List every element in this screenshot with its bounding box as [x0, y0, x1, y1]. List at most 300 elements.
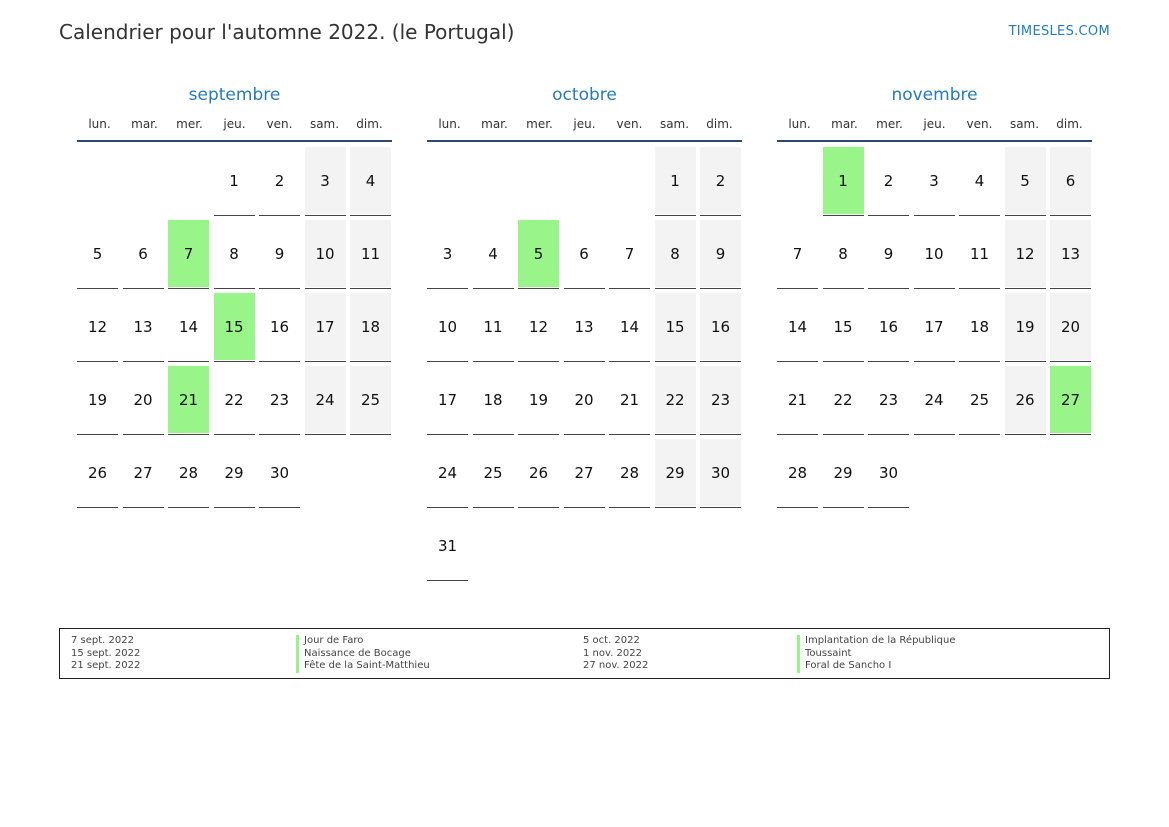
day-underline — [123, 288, 164, 289]
day-underline — [609, 507, 650, 508]
legend-names-left — [296, 635, 430, 673]
day-cell — [564, 293, 605, 360]
weekday-label: dim. — [706, 117, 733, 131]
day-underline — [959, 434, 1000, 435]
day-cell — [1050, 147, 1091, 214]
day-underline — [214, 288, 255, 289]
day-underline — [168, 434, 209, 435]
month-title: novembre — [891, 85, 978, 105]
day-number: 14 — [787, 318, 808, 336]
day-number: 10 — [924, 245, 944, 263]
day-cell — [350, 220, 391, 287]
weekday-label: mer. — [526, 117, 553, 131]
day-underline — [823, 507, 864, 508]
day-cell — [868, 293, 909, 360]
day-underline — [214, 507, 255, 508]
brand-link[interactable]: TIMESLES.COM — [1008, 24, 1110, 39]
header-divider — [77, 140, 392, 142]
day-number: 22 — [665, 391, 685, 409]
day-number: 29 — [833, 464, 853, 482]
day-underline — [1005, 288, 1046, 289]
day-cell — [609, 220, 650, 287]
day-underline — [518, 507, 559, 508]
weekday-label: jeu. — [223, 117, 246, 131]
day-number: 13 — [574, 318, 594, 336]
day-number: 19 — [528, 391, 549, 409]
day-underline — [914, 361, 955, 362]
day-underline — [305, 288, 346, 289]
day-cell — [427, 512, 468, 579]
day-number: 2 — [715, 172, 726, 190]
day-underline — [518, 434, 559, 435]
day-number: 7 — [183, 245, 194, 263]
legend-date: 21 sept. 2022 — [71, 660, 141, 671]
month-november — [777, 84, 1092, 482]
day-underline — [77, 288, 118, 289]
day-underline — [700, 507, 741, 508]
day-number: 21 — [619, 391, 640, 409]
day-cell — [655, 293, 696, 360]
day-number: 17 — [315, 318, 335, 336]
weekday-label: mar. — [481, 117, 508, 131]
day-underline — [214, 361, 255, 362]
day-cell — [77, 293, 118, 360]
day-cell — [427, 293, 468, 360]
day-underline — [959, 361, 1000, 362]
day-number: 8 — [229, 245, 239, 263]
day-underline — [823, 288, 864, 289]
day-number: 20 — [574, 391, 594, 409]
day-number: 13 — [133, 318, 153, 336]
day-underline — [518, 288, 559, 289]
day-cell — [168, 439, 209, 506]
day-cell — [305, 366, 346, 433]
day-cell — [1005, 147, 1046, 214]
day-underline — [868, 507, 909, 508]
holiday-day-cell — [823, 147, 864, 214]
holiday-day-cell — [214, 293, 255, 360]
day-underline — [259, 288, 300, 289]
day-number: 28 — [619, 464, 640, 482]
day-number: 9 — [274, 245, 285, 263]
day-number: 30 — [878, 464, 899, 482]
legend-names-right — [797, 635, 956, 673]
day-underline — [777, 434, 818, 435]
day-underline — [777, 288, 818, 289]
day-underline — [305, 215, 346, 216]
month-title: octobre — [552, 85, 617, 105]
day-number: 18 — [483, 391, 503, 409]
day-underline — [305, 434, 346, 435]
day-number: 12 — [1015, 245, 1035, 263]
day-underline — [214, 434, 255, 435]
day-cell — [1005, 220, 1046, 287]
day-cell — [123, 293, 164, 360]
day-underline — [914, 215, 955, 216]
day-number: 14 — [619, 318, 640, 336]
weekday-label: lun. — [438, 117, 461, 131]
day-underline — [259, 361, 300, 362]
day-number: 26 — [87, 464, 108, 482]
day-cell — [609, 439, 650, 506]
holiday-day-cell — [518, 220, 559, 287]
day-number: 3 — [929, 172, 939, 190]
day-number: 2 — [883, 172, 894, 190]
legend-date: 27 nov. 2022 — [583, 660, 649, 671]
day-underline — [868, 215, 909, 216]
day-number: 25 — [969, 391, 990, 409]
month-october — [427, 84, 742, 555]
day-number: 1 — [670, 172, 680, 190]
day-cell — [427, 366, 468, 433]
day-underline — [427, 288, 468, 289]
day-number: 30 — [710, 464, 731, 482]
weekday-header — [777, 116, 1092, 132]
day-underline — [823, 434, 864, 435]
legend-holiday-name: Foral de Sancho I — [797, 660, 956, 673]
day-number: 21 — [178, 391, 199, 409]
day-cell — [777, 439, 818, 506]
day-underline — [609, 361, 650, 362]
day-number: 8 — [670, 245, 680, 263]
day-number: 4 — [974, 172, 985, 190]
day-underline — [168, 361, 209, 362]
day-underline — [259, 215, 300, 216]
day-cell — [518, 293, 559, 360]
day-cell — [305, 147, 346, 214]
day-number: 25 — [483, 464, 503, 482]
day-number: 11 — [969, 245, 990, 263]
day-cell — [655, 439, 696, 506]
day-underline — [655, 215, 696, 216]
day-underline — [123, 434, 164, 435]
day-underline — [868, 288, 909, 289]
weekday-label: ven. — [266, 117, 293, 131]
day-number: 24 — [315, 391, 335, 409]
day-number: 22 — [833, 391, 853, 409]
holiday-legend — [59, 628, 1110, 679]
day-underline — [609, 288, 650, 289]
weekday-label: ven. — [616, 117, 643, 131]
legend-holiday-name: Naissance de Bocage — [296, 648, 430, 661]
day-cell — [1005, 366, 1046, 433]
day-underline — [609, 434, 650, 435]
day-underline — [1005, 215, 1046, 216]
day-underline — [123, 361, 164, 362]
day-cell — [655, 220, 696, 287]
day-underline — [564, 434, 605, 435]
header-divider — [427, 140, 742, 142]
day-cell — [305, 293, 346, 360]
day-cell — [868, 366, 909, 433]
day-cell — [214, 439, 255, 506]
day-number: 1 — [838, 172, 848, 190]
weekday-label: sam. — [1009, 117, 1040, 131]
day-number: 6 — [579, 245, 589, 263]
day-underline — [823, 361, 864, 362]
day-number: 4 — [488, 245, 498, 263]
day-underline — [1005, 361, 1046, 362]
day-cell — [564, 366, 605, 433]
day-cell — [564, 220, 605, 287]
day-number: 3 — [320, 172, 330, 190]
holiday-day-cell — [1050, 366, 1091, 433]
legend-holiday-name: Implantation de la République — [797, 635, 956, 648]
day-underline — [427, 507, 468, 508]
day-cell — [259, 439, 300, 506]
day-number: 6 — [138, 245, 148, 263]
day-underline — [655, 507, 696, 508]
day-cell — [259, 366, 300, 433]
day-underline — [77, 434, 118, 435]
day-cell — [959, 366, 1000, 433]
day-underline — [1050, 434, 1091, 435]
holiday-day-cell — [168, 220, 209, 287]
weekday-label: mar. — [131, 117, 158, 131]
day-underline — [168, 507, 209, 508]
day-cell — [350, 366, 391, 433]
day-number: 26 — [1015, 391, 1035, 409]
day-cell — [350, 293, 391, 360]
day-number: 15 — [224, 318, 244, 336]
day-cell — [914, 147, 955, 214]
day-cell — [655, 147, 696, 214]
day-cell — [777, 293, 818, 360]
day-underline — [350, 288, 391, 289]
legend-holiday-name: Fête de la Saint-Matthieu — [296, 660, 430, 673]
day-number: 9 — [715, 245, 726, 263]
day-underline — [868, 361, 909, 362]
day-number: 13 — [1060, 245, 1081, 263]
day-cell — [609, 366, 650, 433]
day-cell — [473, 293, 514, 360]
day-number: 7 — [624, 245, 635, 263]
day-number: 5 — [92, 245, 103, 263]
day-cell — [564, 439, 605, 506]
day-underline — [564, 288, 605, 289]
day-number: 8 — [838, 245, 848, 263]
day-cell — [518, 366, 559, 433]
day-cell — [77, 220, 118, 287]
day-cell — [77, 439, 118, 506]
day-number: 5 — [1020, 172, 1030, 190]
day-cell — [427, 439, 468, 506]
day-cell — [700, 439, 741, 506]
legend-dates-left — [71, 635, 140, 673]
holiday-day-cell — [168, 366, 209, 433]
legend-holiday-name: Toussaint — [797, 648, 956, 661]
day-cell — [777, 220, 818, 287]
day-cell — [914, 220, 955, 287]
day-number: 2 — [274, 172, 285, 190]
day-underline — [77, 507, 118, 508]
day-number: 29 — [665, 464, 685, 482]
day-number: 24 — [924, 391, 944, 409]
day-number: 7 — [792, 245, 803, 263]
day-cell — [518, 439, 559, 506]
day-cell — [868, 147, 909, 214]
day-underline — [655, 434, 696, 435]
day-cell — [168, 293, 209, 360]
day-number: 15 — [665, 318, 685, 336]
day-cell — [777, 366, 818, 433]
day-underline — [777, 507, 818, 508]
day-cell — [959, 147, 1000, 214]
day-underline — [700, 434, 741, 435]
day-number: 6 — [1065, 172, 1076, 190]
day-cell — [868, 439, 909, 506]
weekday-label: jeu. — [923, 117, 946, 131]
day-cell — [823, 220, 864, 287]
day-underline — [1005, 434, 1046, 435]
day-underline — [1050, 215, 1091, 216]
day-number: 22 — [224, 391, 244, 409]
day-cell — [259, 147, 300, 214]
day-cell — [700, 147, 741, 214]
day-number: 23 — [878, 391, 899, 409]
day-cell — [823, 439, 864, 506]
day-number: 16 — [710, 318, 731, 336]
day-underline — [700, 288, 741, 289]
day-number: 26 — [528, 464, 549, 482]
day-cell — [473, 220, 514, 287]
day-cell — [305, 220, 346, 287]
day-underline — [168, 288, 209, 289]
month-title: septembre — [188, 85, 281, 105]
day-number: 21 — [787, 391, 808, 409]
day-underline — [959, 288, 1000, 289]
legend-holiday-name: Jour de Faro — [296, 635, 430, 648]
day-underline — [123, 507, 164, 508]
day-cell — [959, 220, 1000, 287]
day-cell — [350, 147, 391, 214]
day-cell — [427, 220, 468, 287]
day-cell — [1050, 293, 1091, 360]
day-number: 28 — [787, 464, 808, 482]
day-underline — [823, 215, 864, 216]
day-number: 16 — [269, 318, 290, 336]
legend-date: 7 sept. 2022 — [71, 635, 134, 646]
day-underline — [473, 288, 514, 289]
header-divider — [777, 140, 1092, 142]
day-underline — [655, 361, 696, 362]
legend-dates-right — [583, 635, 648, 673]
day-underline — [868, 434, 909, 435]
day-underline — [350, 434, 391, 435]
day-number: 20 — [133, 391, 153, 409]
day-number: 16 — [878, 318, 899, 336]
day-number: 4 — [365, 172, 376, 190]
day-number: 25 — [360, 391, 381, 409]
day-underline — [473, 434, 514, 435]
day-underline — [1050, 288, 1091, 289]
day-underline — [259, 434, 300, 435]
day-underline — [305, 361, 346, 362]
weekday-label: ven. — [966, 117, 993, 131]
day-cell — [473, 439, 514, 506]
day-number: 18 — [360, 318, 381, 336]
day-number: 27 — [133, 464, 153, 482]
weekday-label: lun. — [788, 117, 811, 131]
month-september — [77, 84, 392, 482]
day-cell — [823, 366, 864, 433]
weekday-header — [427, 116, 742, 132]
day-number: 30 — [269, 464, 290, 482]
day-underline — [655, 288, 696, 289]
legend-date: 15 sept. 2022 — [71, 647, 141, 659]
day-cell — [214, 147, 255, 214]
day-number: 9 — [883, 245, 894, 263]
day-cell — [609, 293, 650, 360]
day-underline — [473, 361, 514, 362]
day-cell — [868, 220, 909, 287]
weekday-header — [77, 116, 392, 132]
day-number: 18 — [969, 318, 990, 336]
day-underline — [914, 288, 955, 289]
page-title: Calendrier pour l'automne 2022. (le Portugal) — [59, 20, 515, 44]
day-underline — [564, 507, 605, 508]
day-number: 27 — [1060, 391, 1081, 409]
day-cell — [123, 220, 164, 287]
day-cell — [77, 366, 118, 433]
day-underline — [473, 507, 514, 508]
day-underline — [700, 215, 741, 216]
day-number: 3 — [442, 245, 453, 263]
day-underline — [1050, 361, 1091, 362]
weekday-label: dim. — [356, 117, 383, 131]
day-number: 10 — [315, 245, 335, 263]
legend-date: 1 nov. 2022 — [583, 647, 642, 659]
day-cell — [214, 366, 255, 433]
day-cell — [123, 366, 164, 433]
day-cell — [1005, 293, 1046, 360]
day-cell — [959, 293, 1000, 360]
weekday-label: sam. — [659, 117, 690, 131]
day-cell — [259, 220, 300, 287]
day-number: 11 — [483, 318, 503, 336]
day-number: 14 — [178, 318, 199, 336]
day-number: 12 — [528, 318, 549, 336]
day-cell — [1050, 220, 1091, 287]
day-cell — [259, 293, 300, 360]
weekday-label: dim. — [1056, 117, 1083, 131]
day-cell — [123, 439, 164, 506]
day-cell — [823, 293, 864, 360]
weekday-label: mer. — [876, 117, 903, 131]
day-cell — [214, 220, 255, 287]
day-number: 23 — [269, 391, 290, 409]
day-underline — [777, 361, 818, 362]
day-cell — [914, 293, 955, 360]
day-underline — [427, 434, 468, 435]
day-number: 29 — [224, 464, 244, 482]
day-underline — [350, 361, 391, 362]
weekday-label: lun. — [88, 117, 111, 131]
day-number: 17 — [437, 391, 458, 409]
day-underline — [518, 361, 559, 362]
day-cell — [655, 366, 696, 433]
day-underline — [214, 215, 255, 216]
day-underline — [427, 361, 468, 362]
day-underline — [427, 580, 468, 581]
day-number: 17 — [924, 318, 944, 336]
day-underline — [564, 361, 605, 362]
day-number: 11 — [360, 245, 381, 263]
legend-date: 5 oct. 2022 — [583, 635, 640, 646]
day-cell — [700, 293, 741, 360]
day-number: 12 — [87, 318, 108, 336]
day-cell — [700, 366, 741, 433]
